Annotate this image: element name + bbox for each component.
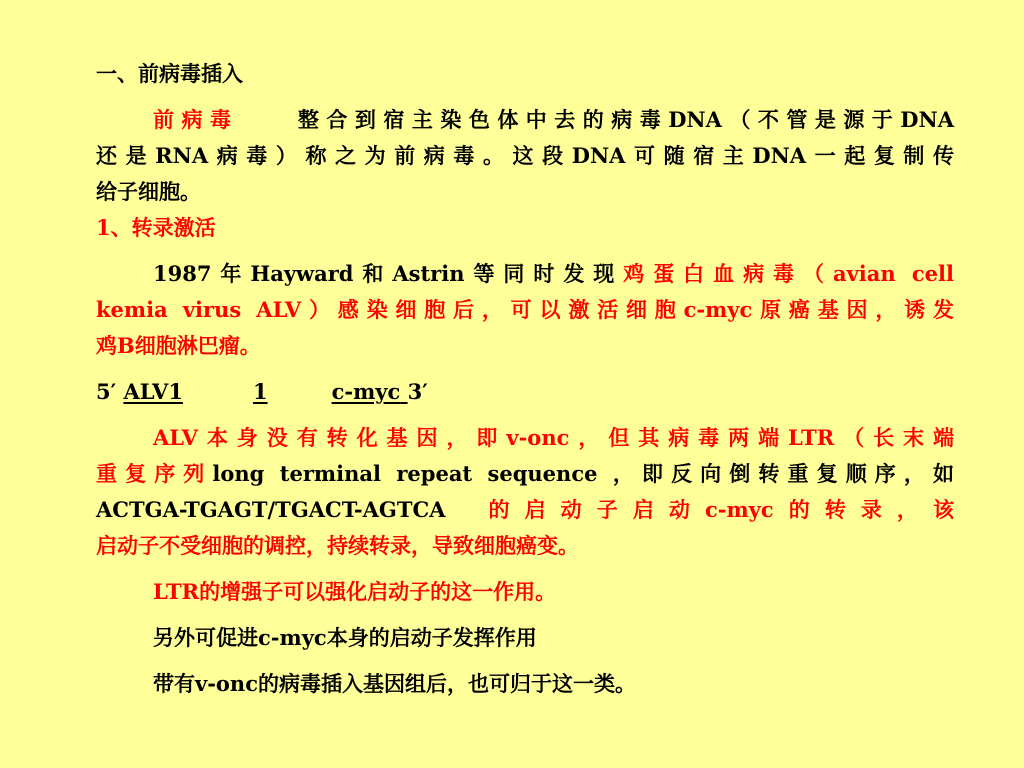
alv-paragraph-line-1: ALV本身没有转化基因，即v-onc，但其病毒两端LTR（长末端 — [153, 425, 954, 450]
hayward-paragraph-line-1 — [96, 256, 954, 292]
provirus-paragraph-line-2: 还是RNA病毒）称之为前病毒。这段DNA可随宿主DNA一起复制传 — [96, 143, 954, 168]
hayward-text-red: 鸡蛋白血病毒（avian cell — [623, 261, 954, 286]
provirus-paragraph-line-1 — [96, 102, 954, 138]
cmyc-segment-label: c-myc — [331, 379, 401, 404]
ltr-sequence: ACTGA-TGAGT/TGACT-AGTCA — [96, 497, 446, 522]
subheading-transcription-activation: 1、转录激活 — [96, 215, 216, 240]
extra-note-line-2: 带有v-onc的病毒插入基因组后，也可归于这一类。 — [153, 671, 636, 696]
alv-paragraph-line-3 — [96, 492, 954, 528]
segment-one-label: 1 — [252, 379, 268, 404]
provirus-definition-line-1: 整合到宿主染色体中去的病毒DNA（不管是源于DNA — [290, 107, 954, 132]
alv-segment-label: ALV1 — [123, 379, 183, 404]
hayward-text-black: 1987年Hayward和Astrin等同时发现 — [153, 261, 624, 286]
alv-gene-diagram-line — [96, 374, 954, 410]
slide-body — [96, 56, 954, 702]
alv-paragraph-line-2 — [96, 456, 954, 492]
promoter-activation-text: 的启动子启动c-myc的转录，该 — [473, 497, 954, 522]
five-prime-label: 5′ — [96, 379, 117, 404]
alv-paragraph-line-4: 启动子不受细胞的调控，持续转录，导致细胞癌变。 — [96, 533, 579, 558]
hayward-paragraph-line-3: 鸡B细胞淋巴瘤。 — [96, 333, 261, 358]
provirus-term: 前病毒 — [153, 107, 239, 132]
ltr-enhancer-line: LTR的增强子可以强化启动子的这一作用。 — [153, 579, 557, 604]
three-prime-label: 3′ — [407, 379, 428, 404]
hayward-paragraph-line-2: kemia virus ALV）感染细胞后，可以激活细胞c-myc原癌基因，诱发 — [96, 297, 954, 322]
ltr-description: long terminal repeat sequence ，即反向倒转重复顺序，如 — [212, 461, 955, 486]
section-heading: 一、前病毒插入 — [96, 61, 243, 86]
extra-note-line-1: 另外可促进c-myc本身的启动子发挥作用 — [153, 625, 537, 650]
provirus-paragraph-line-3: 给子细胞。 — [96, 179, 201, 204]
repeat-sequence-term: 重复序列 — [96, 461, 213, 486]
